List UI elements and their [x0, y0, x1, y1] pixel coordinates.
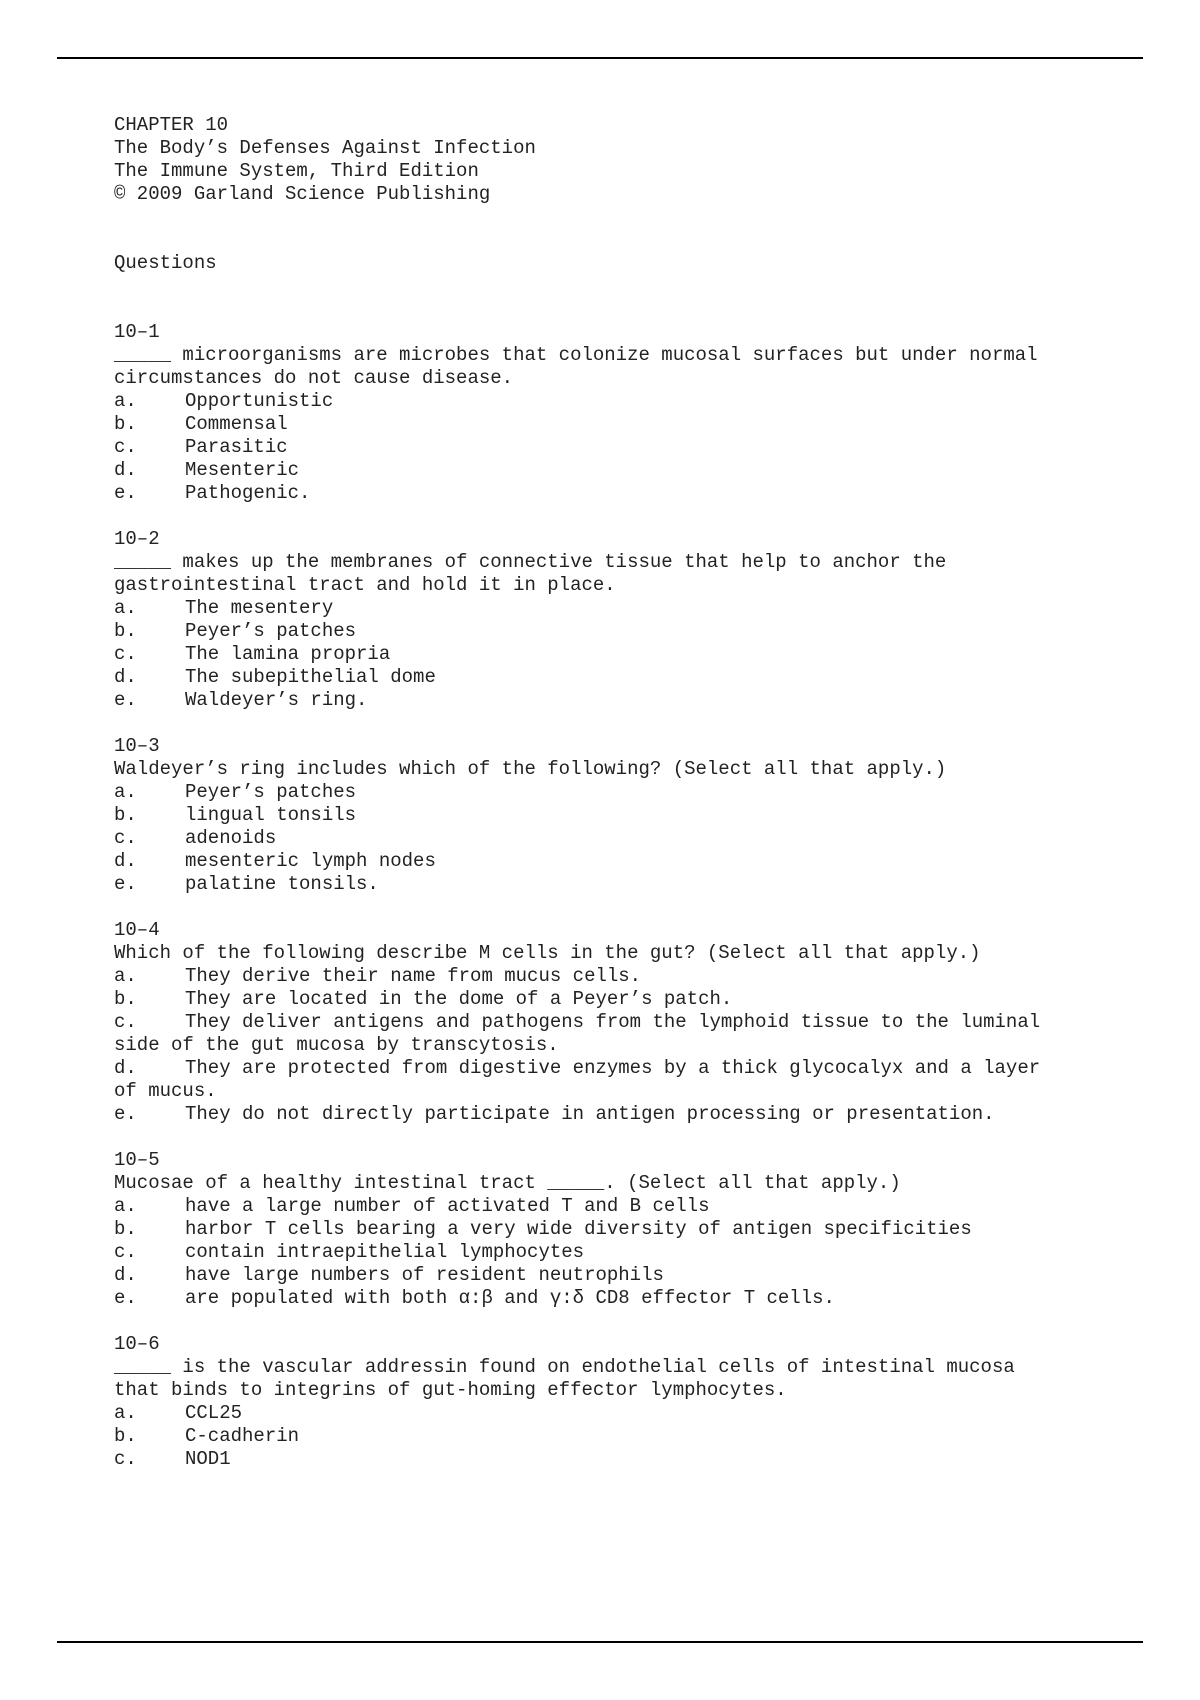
option-letter: c.	[114, 1448, 137, 1470]
option-text: harbor T cells bearing a very wide diversity of antigen specificities	[185, 1218, 972, 1240]
option-text: They derive their name from mucus cells.	[185, 965, 642, 987]
option-letter: e.	[114, 482, 137, 504]
answer-option	[114, 988, 1154, 1011]
answer-option	[114, 1287, 1154, 1310]
question-number: 10–1	[114, 321, 160, 343]
option-text: Mesenteric	[185, 459, 300, 481]
answer-option	[114, 597, 1154, 620]
answer-option	[114, 666, 1154, 689]
question-block	[114, 528, 1154, 712]
question-stem: Which of the following describe M cells in the gut? (Select all that apply.)	[114, 942, 981, 964]
chapter-title: The Body’s Defenses Against Infection	[114, 137, 536, 159]
option-letter: c.	[114, 827, 137, 849]
option-text: are populated with both α:β and γ:δ CD8 effector T cells.	[185, 1287, 835, 1309]
option-letter: e.	[114, 689, 137, 711]
answer-option	[114, 643, 1154, 666]
option-text: CCL25	[185, 1402, 243, 1424]
question-block	[114, 919, 1154, 1126]
answer-option	[114, 620, 1154, 643]
answer-option	[114, 850, 1154, 873]
question-stem: circumstances do not cause disease.	[114, 367, 514, 389]
answer-option	[114, 1103, 1154, 1126]
option-letter: d.	[114, 1057, 137, 1079]
option-letter: b.	[114, 1218, 137, 1240]
option-letter: d.	[114, 850, 137, 872]
option-letter: a.	[114, 781, 137, 803]
option-letter: c.	[114, 436, 137, 458]
question-list	[114, 321, 1154, 1471]
document-header	[114, 114, 1154, 206]
option-text: Peyer’s patches	[185, 620, 357, 642]
question-block	[114, 321, 1154, 505]
question-stem: _____ microorganisms are microbes that colonize mucosal surfaces but under normal	[114, 344, 1038, 366]
question-stem: gastrointestinal tract and hold it in place.	[114, 574, 616, 596]
option-text: They are located in the dome of a Peyer’s patch.	[185, 988, 733, 1010]
answer-option	[114, 1264, 1154, 1287]
option-text: They are protected from digestive enzymes by a thick glycocalyx and a layer	[185, 1057, 1041, 1079]
option-letter: b.	[114, 620, 137, 642]
option-text-continuation: of mucus.	[114, 1080, 217, 1102]
answer-option	[114, 1425, 1154, 1448]
option-text: Commensal	[185, 413, 288, 435]
answer-option	[114, 873, 1154, 896]
question-stem: _____ is the vascular addressin found on endothelial cells of intestinal mucosa	[114, 1356, 1015, 1378]
answer-option	[114, 781, 1154, 804]
answer-option	[114, 482, 1154, 505]
option-text: The mesentery	[185, 597, 334, 619]
option-text: They deliver antigens and pathogens from the lymphoid tissue to the luminal	[185, 1011, 1041, 1033]
answer-option	[114, 689, 1154, 712]
question-stem: Mucosae of a healthy intestinal tract _____. (Select all that apply.)	[114, 1172, 901, 1194]
answer-option	[114, 1241, 1154, 1264]
question-block	[114, 1333, 1154, 1471]
answer-option	[114, 1448, 1154, 1471]
option-letter: d.	[114, 459, 137, 481]
option-letter: e.	[114, 873, 137, 895]
question-number: 10–3	[114, 735, 160, 757]
option-text: Parasitic	[185, 436, 288, 458]
option-letter: b.	[114, 413, 137, 435]
option-text: NOD1	[185, 1448, 231, 1470]
option-text: contain intraepithelial lymphocytes	[185, 1241, 585, 1263]
option-text: mesenteric lymph nodes	[185, 850, 436, 872]
option-text: have a large number of activated T and B cells	[185, 1195, 710, 1217]
option-text: Pathogenic.	[185, 482, 311, 504]
option-text: palatine tonsils.	[185, 873, 379, 895]
question-block	[114, 735, 1154, 896]
question-number: 10–2	[114, 528, 160, 550]
answer-option	[114, 390, 1154, 413]
option-letter: c.	[114, 1241, 137, 1263]
option-text: They do not directly participate in antigen processing or presentation.	[185, 1103, 995, 1125]
option-letter: b.	[114, 1425, 137, 1447]
option-letter: c.	[114, 1011, 137, 1033]
option-text: The subepithelial dome	[185, 666, 436, 688]
option-letter: c.	[114, 643, 137, 665]
answer-option	[114, 1057, 1154, 1103]
question-stem: Waldeyer’s ring includes which of the following? (Select all that apply.)	[114, 758, 947, 780]
bottom-rule	[57, 1641, 1143, 1643]
answer-option	[114, 1218, 1154, 1241]
answer-option	[114, 965, 1154, 988]
option-text: The lamina propria	[185, 643, 391, 665]
option-letter: a.	[114, 1402, 137, 1424]
answer-option	[114, 413, 1154, 436]
question-number: 10–6	[114, 1333, 160, 1355]
question-stem: that binds to integrins of gut-homing effector lymphocytes.	[114, 1379, 787, 1401]
option-text: C-cadherin	[185, 1425, 300, 1447]
option-letter: e.	[114, 1287, 137, 1309]
option-letter: a.	[114, 965, 137, 987]
answer-option	[114, 436, 1154, 459]
answer-option	[114, 1011, 1154, 1057]
option-letter: b.	[114, 804, 137, 826]
option-letter: d.	[114, 1264, 137, 1286]
option-text: have large numbers of resident neutrophils	[185, 1264, 664, 1286]
section-label: Questions	[114, 252, 217, 274]
option-text-continuation: side of the gut mucosa by transcytosis.	[114, 1034, 559, 1056]
copyright-line: © 2009 Garland Science Publishing	[114, 183, 491, 205]
option-letter: a.	[114, 390, 137, 412]
question-stem: _____ makes up the membranes of connective tissue that help to anchor the	[114, 551, 947, 573]
answer-option	[114, 827, 1154, 850]
answer-option	[114, 1195, 1154, 1218]
question-number: 10–5	[114, 1149, 160, 1171]
option-letter: a.	[114, 1195, 137, 1217]
option-text: Peyer’s patches	[185, 781, 357, 803]
option-text: adenoids	[185, 827, 277, 849]
answer-option	[114, 804, 1154, 827]
option-text: Waldeyer’s ring.	[185, 689, 368, 711]
option-text: lingual tonsils	[185, 804, 357, 826]
answer-option	[114, 1402, 1154, 1425]
option-letter: b.	[114, 988, 137, 1010]
question-block	[114, 1149, 1154, 1310]
chapter-label: CHAPTER 10	[114, 114, 229, 136]
option-letter: e.	[114, 1103, 137, 1125]
option-text: Opportunistic	[185, 390, 334, 412]
document-body	[114, 114, 1154, 1471]
answer-option	[114, 459, 1154, 482]
option-letter: d.	[114, 666, 137, 688]
book-title: The Immune System, Third Edition	[114, 160, 479, 182]
option-letter: a.	[114, 597, 137, 619]
top-rule	[57, 57, 1143, 59]
question-number: 10–4	[114, 919, 160, 941]
